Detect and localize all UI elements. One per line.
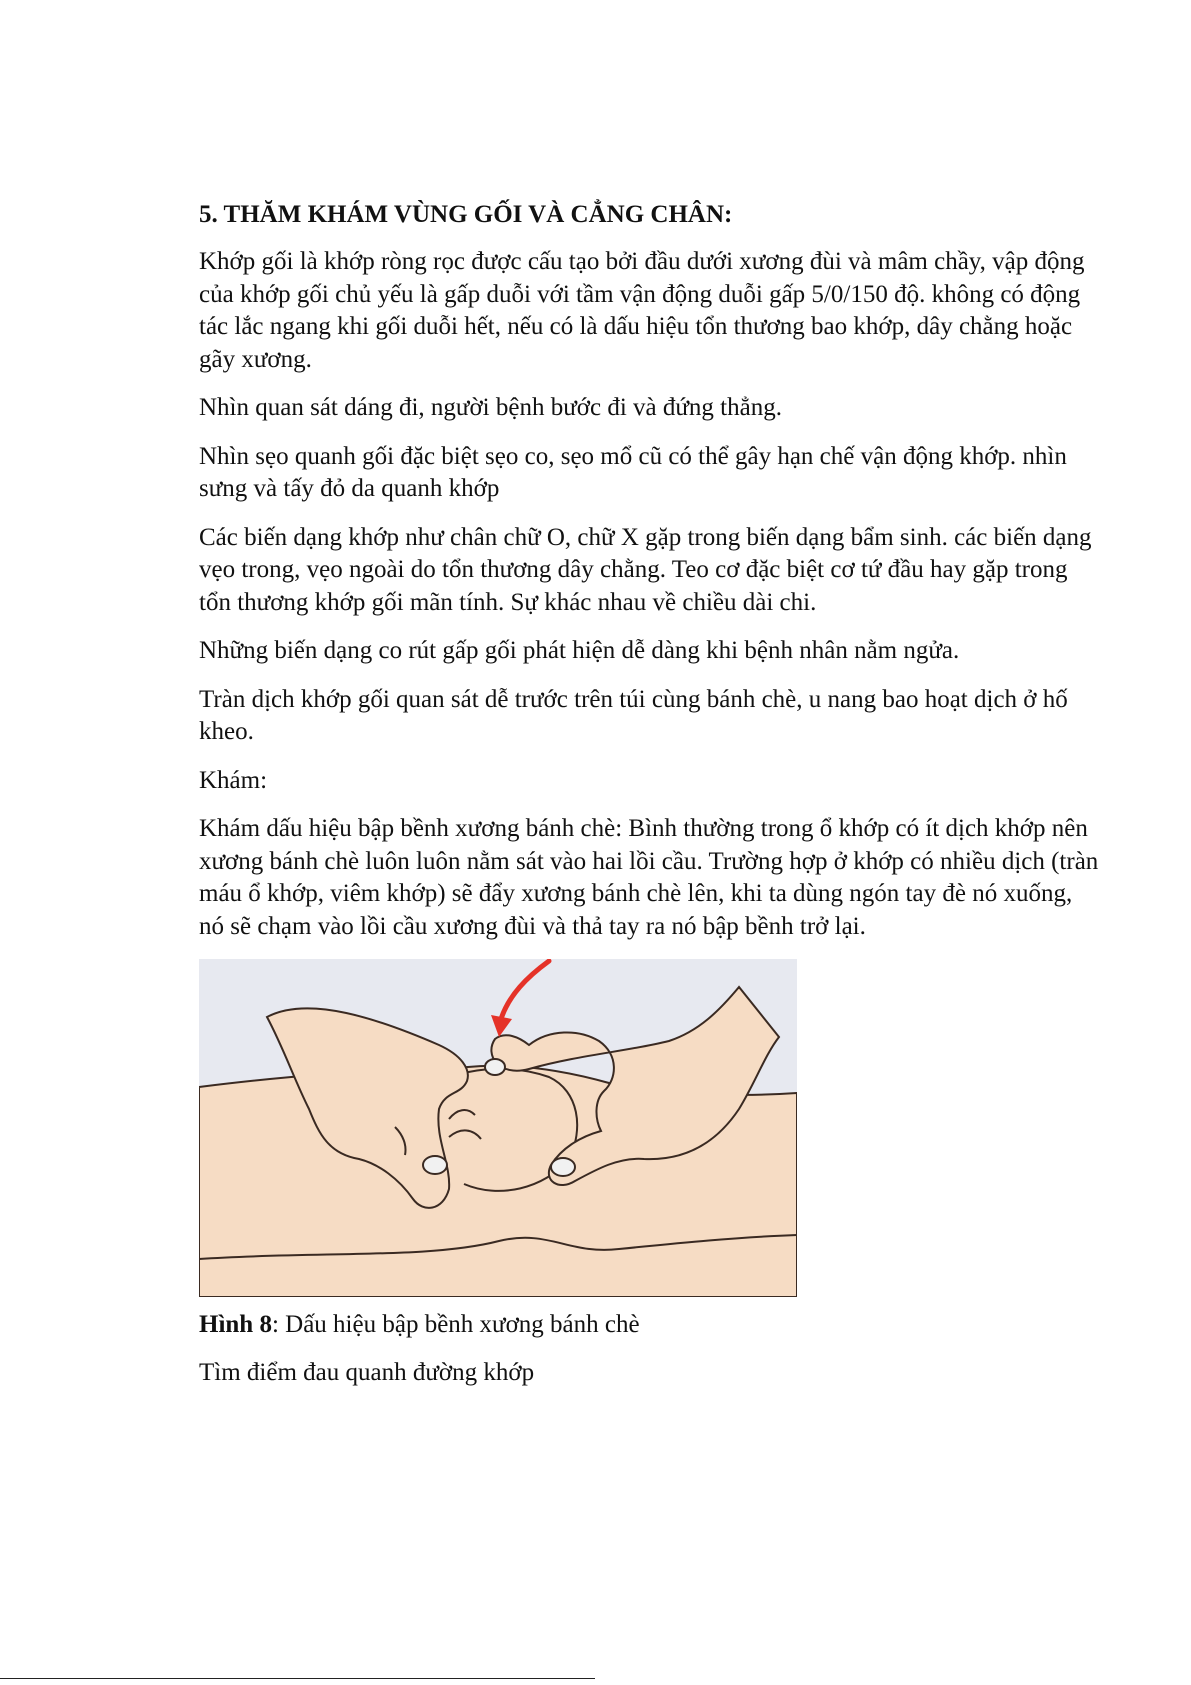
paragraph-gait: Nhìn quan sát dáng đi, người bệnh bước đi và đứng thẳng. [199, 394, 782, 421]
paragraph-deformities: Các biến dạng khớp như chân chữ O, chữ X gặp trong biến dạng bẩm sinh. các biến dạng vẹo trong, vẹo ngoài do tổn thương dây chằng. Teo cơ đặc biệt cơ tứ đầu hay gặp trong tổn thương khớp gối mãn tính. Sự khác nhau về chiều dài chi. [199, 523, 1092, 616]
figure-caption-label: Hình 8 [199, 1311, 272, 1338]
paragraph-effusion: Tràn dịch khớp gối quan sát dễ trước trên túi cùng bánh chè, u nang bao hoạt dịch ở hố kheo. [199, 685, 1068, 745]
paragraph-exam-label: Khám: [199, 766, 268, 794]
paragraph-patellar-tap: Khám dấu hiệu bập bềnh xương bánh chè: Bình thường trong ổ khớp có ít dịch khớp nên xương bánh chè luôn luôn nằm sát vào hai lồi cầu. Trường hợp ở khớp có nhiều dịch (tràn máu ổ khớp, viêm khớp) sẽ đẩy xương bánh chè lên, khi ta dùng ngón tay đè nó xuống, nó sẽ chạm vào lồi cầu xương đùi và thả tay ra nó bập bềnh trở lại. [199, 815, 1099, 940]
section-heading: 5. THĂM KHÁM VÙNG GỐI VÀ CẲNG CHÂN: [199, 201, 733, 228]
paragraph-pain-points: Tìm điểm đau quanh đường khớp [199, 1359, 535, 1386]
figure-caption-text: : Dấu hiệu bập bềnh xương bánh chè [271, 1311, 640, 1338]
figure-caption [199, 1309, 1099, 1341]
patellar-tap-illustration [199, 959, 797, 1297]
paragraph-contracture: Những biến dạng co rút gấp gối phát hiện dễ dàng khi bệnh nhân nằm ngửa. [199, 637, 960, 664]
footnote-divider [0, 1678, 595, 1679]
paragraph-scars: Nhìn sẹo quanh gối đặc biệt sẹo co, sẹo mổ cũ có thể gây hạn chế vận động khớp. nhìn sưng và tấy đỏ da quanh khớp [199, 442, 1067, 502]
page-content [199, 198, 1099, 1406]
paragraph-knee-anatomy: Khớp gối là khớp ròng rọc được cấu tạo bởi đầu dưới xương đùi và mâm chầy, vập động của khớp gối chủ yếu là gấp duỗi với tầm vận động duỗi gấp 5/0/150 độ. không có động tác lắc ngang khi gối duỗi hết, nếu có là dấu hiệu tổn thương bao khớp, dây chằng hoặc gãy xương. [199, 248, 1085, 373]
